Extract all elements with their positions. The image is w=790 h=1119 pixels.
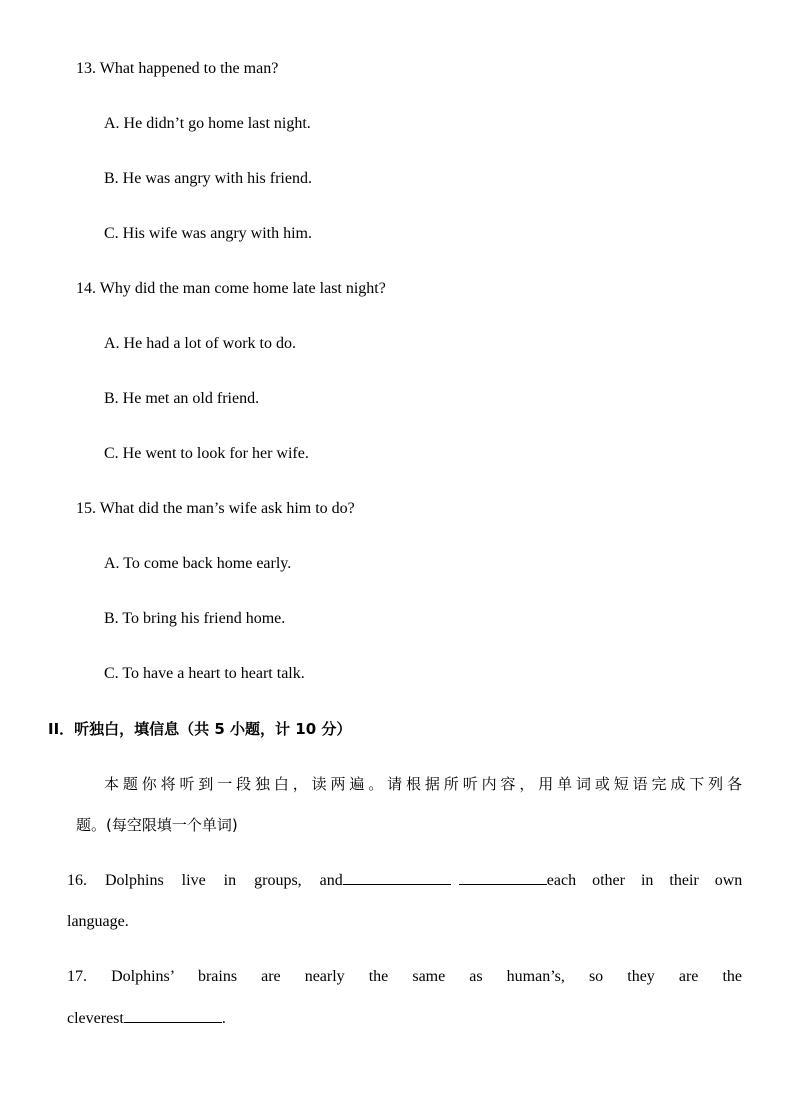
q16-blank-1[interactable]: [343, 870, 451, 885]
q16-text-part1: 16. Dolphins live in groups, and: [67, 872, 343, 889]
q15-option-b: B. To bring his friend home.: [104, 610, 286, 627]
q15-option-c: C. To have a heart to heart talk.: [104, 665, 305, 682]
q16-text-part2: each other in their own: [546, 872, 743, 889]
question-13: 13. What happened to the man?: [76, 60, 279, 77]
section-2-instructions-line-1: 本题你将听到一段独白，读两遍。请根据所听内容，用单词或短语完成下列各: [104, 775, 742, 793]
q17-text-end: .: [221, 1010, 226, 1027]
q17-text-start: cleverest: [67, 1010, 124, 1027]
section-2-heading: II．听独白，填信息（共 5 小题，计 10 分）: [48, 720, 352, 738]
section-2-instructions-line-2: 题。(每空限填一个单词): [76, 816, 238, 834]
question-17-line-2: [67, 1008, 226, 1029]
q14-option-a: A. He had a lot of work to do.: [104, 335, 296, 352]
q13-option-a: A. He didn’t go home last night.: [104, 115, 311, 132]
q14-option-b: B. He met an old friend.: [104, 390, 260, 407]
question-17-line-1: 17. Dolphins’ brains are nearly the same as human’s, so they are the: [67, 968, 742, 985]
q16-blank-2[interactable]: [459, 870, 547, 885]
question-14: 14. Why did the man come home late last night?: [76, 280, 386, 297]
q14-option-c: C. He went to look for her wife.: [104, 445, 309, 462]
q15-option-a: A. To come back home early.: [104, 555, 292, 572]
question-16-line-2: language.: [67, 913, 129, 930]
question-16-line-1: [67, 870, 742, 891]
q13-option-c: C. His wife was angry with him.: [104, 225, 312, 242]
question-15: 15. What did the man’s wife ask him to do?: [76, 500, 355, 517]
q13-option-b: B. He was angry with his friend.: [104, 170, 312, 187]
q16-answer-blanks: [343, 870, 547, 891]
q17-blank[interactable]: [124, 1008, 222, 1023]
